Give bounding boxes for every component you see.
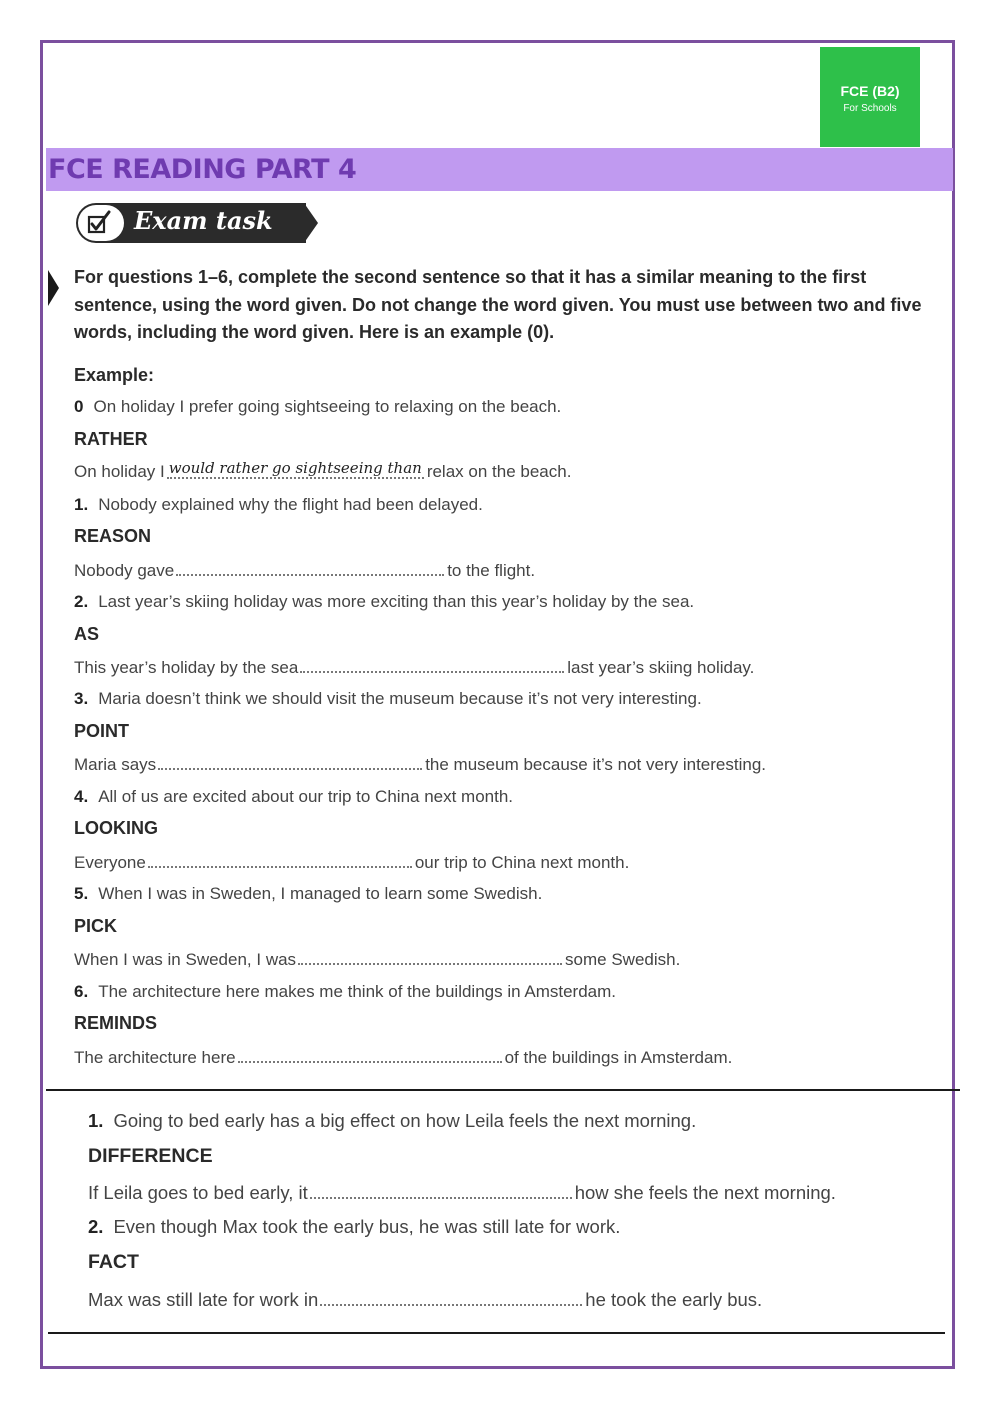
example-heading: Example: xyxy=(74,365,155,385)
question-number: 1. xyxy=(74,495,89,514)
transform-4 xyxy=(74,852,629,873)
divider-top xyxy=(46,1089,960,1091)
transform-before: This year’s holiday by the sea xyxy=(74,658,299,677)
example-answer: would rather go sightseeing than xyxy=(168,459,422,477)
keyword-4: LOOKING xyxy=(74,818,158,838)
transform-after: some Swedish. xyxy=(565,950,681,969)
keyword-3: POINT xyxy=(74,721,130,741)
transform-1 xyxy=(74,560,535,581)
question-number: 4. xyxy=(74,787,89,806)
transform-after: last year’s skiing holiday. xyxy=(567,658,755,677)
question-number: 2. xyxy=(74,592,89,611)
transform-before: Maria says xyxy=(74,755,157,774)
example-sentence xyxy=(74,397,561,417)
transform-after: to the flight. xyxy=(447,561,536,580)
example-keyword: RATHER xyxy=(74,429,148,449)
level-badge xyxy=(820,47,920,147)
transform-6 xyxy=(74,1047,732,1068)
answer-blank[interactable] xyxy=(148,852,412,868)
exam-task-label: Exam task xyxy=(134,206,273,235)
question-text: The architecture here makes me think of the buildings in Amsterdam. xyxy=(98,982,616,1001)
question-text: All of us are excited about our trip to China next month. xyxy=(98,787,514,806)
question-text: Going to bed early has a big effect on how Leila feels the next morning. xyxy=(113,1110,697,1131)
transform-5 xyxy=(74,949,680,970)
transform-after: of the buildings in Amsterdam. xyxy=(504,1048,733,1067)
question-text: Last year’s skiing holiday was more exciting than this year’s holiday by the sea. xyxy=(98,592,695,611)
question-text: Nobody explained why the flight had been delayed. xyxy=(98,495,483,514)
extra-transform-2 xyxy=(88,1289,762,1311)
transform-before: Nobody gave xyxy=(74,561,175,580)
answer-blank[interactable] xyxy=(298,949,562,965)
transform-before: The architecture here xyxy=(74,1048,236,1067)
transform-2 xyxy=(74,657,754,678)
question-4 xyxy=(74,787,513,807)
keyword-2: AS xyxy=(74,624,100,644)
question-2 xyxy=(74,592,694,612)
transform-after: our trip to China next month. xyxy=(414,853,630,872)
question-5 xyxy=(74,884,542,904)
extra-question-2 xyxy=(88,1216,620,1238)
question-number: 3. xyxy=(74,689,89,708)
question-number: 6. xyxy=(74,982,89,1001)
extra-keyword-1: DIFFERENCE xyxy=(88,1145,213,1167)
divider-bottom xyxy=(48,1332,945,1334)
page-title: FCE READING PART 4 xyxy=(48,154,357,185)
transform-after: he took the early bus. xyxy=(585,1289,763,1310)
pointer-icon xyxy=(48,270,59,306)
extra-question-1 xyxy=(88,1110,696,1132)
keyword-1: REASON xyxy=(74,526,152,546)
answer-blank[interactable] xyxy=(158,754,422,770)
badge-subtitle: For Schools xyxy=(843,103,897,114)
extra-transform-1 xyxy=(88,1182,836,1204)
question-text: Maria doesn’t think we should visit the museum because it’s not very interesting. xyxy=(98,689,702,708)
transform-before: Max was still late for work in xyxy=(88,1289,319,1310)
extra-keyword-2: FACT xyxy=(88,1251,139,1273)
question-text: When I was in Sweden, I managed to learn some Swedish. xyxy=(98,884,543,903)
answer-blank[interactable] xyxy=(320,1290,582,1306)
exam-task-banner xyxy=(76,203,322,245)
example-text: On holiday I prefer going sightseeing to relaxing on the beach. xyxy=(93,397,562,416)
example-before: On holiday I xyxy=(74,462,165,481)
transform-3 xyxy=(74,754,766,775)
transform-before: When I was in Sweden, I was xyxy=(74,950,297,969)
answer-blank[interactable] xyxy=(300,657,564,673)
keyword-5: PICK xyxy=(74,916,118,936)
question-1 xyxy=(74,495,483,515)
question-number: 5. xyxy=(74,884,89,903)
transform-after: the museum because it’s not very interesting. xyxy=(425,755,766,774)
question-3 xyxy=(74,689,702,709)
answer-blank[interactable] xyxy=(310,1183,572,1199)
answer-blank[interactable] xyxy=(176,560,444,576)
instructions: For questions 1–6, complete the second sentence so that it has a similar meaning to the first sentence, using the word given. Do not change the word given. You must use between two and five words, including the word given. Here is an example (0). xyxy=(74,267,922,342)
example-transform xyxy=(74,459,572,483)
transform-before: If Leila goes to bed early, it xyxy=(88,1182,308,1203)
question-text: Even though Max took the early bus, he was still late for work. xyxy=(113,1216,621,1237)
answer-blank[interactable] xyxy=(238,1047,502,1063)
transform-before: Everyone xyxy=(74,853,146,872)
question-6 xyxy=(74,982,616,1002)
transform-after: how she feels the next morning. xyxy=(574,1182,836,1203)
example-after: relax on the beach. xyxy=(426,462,572,481)
example-number: 0 xyxy=(74,397,84,416)
question-number: 2. xyxy=(88,1216,104,1237)
checkbox-icon xyxy=(86,209,112,235)
keyword-6: REMINDS xyxy=(74,1013,158,1033)
question-number: 1. xyxy=(88,1110,104,1131)
badge-level: FCE (B2) xyxy=(840,83,900,99)
title-band xyxy=(46,148,953,191)
